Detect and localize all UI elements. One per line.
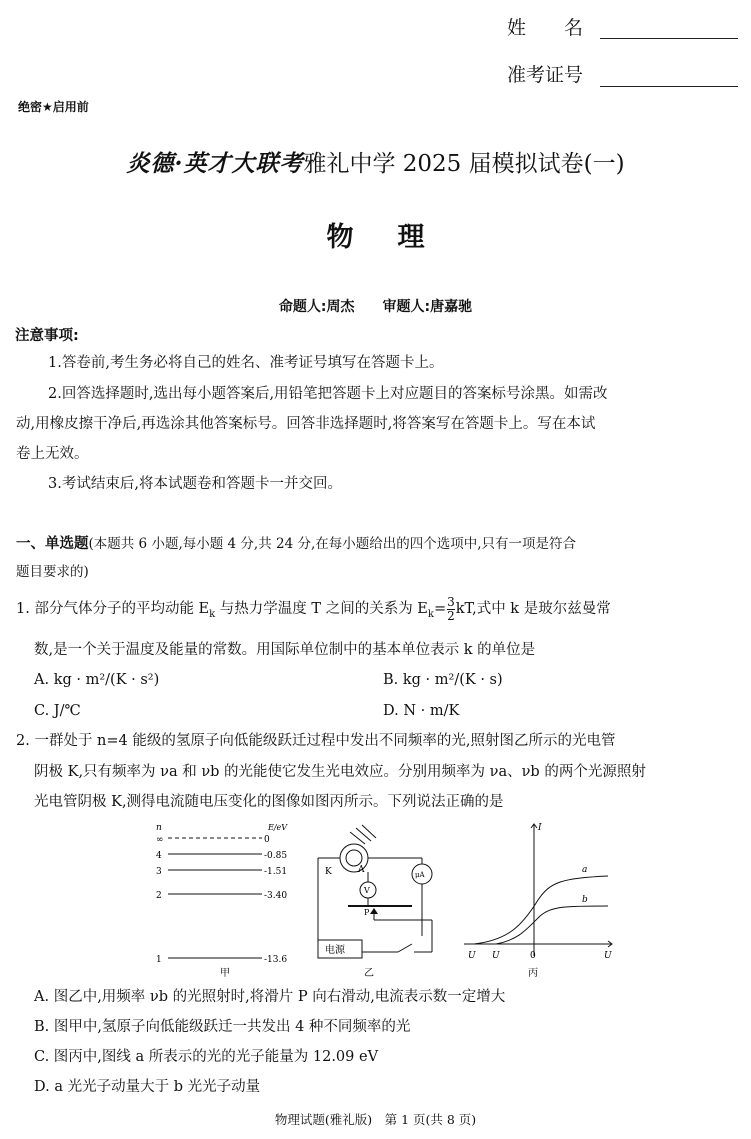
q2-stem-line-1: 2. 一群处于 n=4 能级的氢原子向低能级跃迁过程中发出不同频率的光,照射图乙所示的光电管 [16,733,616,749]
notice-item-2-line-3: 卷上无效。 [16,446,89,462]
energy-level-e: 0 [264,835,270,845]
q2-stem-line-3: 光电管阴极 K,测得电流随电压变化的图像如图丙所示。下列说法正确的是 [34,794,504,810]
caption-yi: 乙 [364,968,374,978]
q1-stem-line-1: 1. 部分气体分子的平均动能 $E_k$ 与热力学温度 T 之间的关系为 $E_k=$ $\frac{3}{2}$ kT,式中 k 是玻尔兹曼常 [16,594,611,623]
photoelectric-circuit [312,816,447,978]
q1-option-d[interactable]: D. N · m/K [383,703,460,719]
energy-level-n: 4 [156,851,162,861]
label-i: I [538,823,542,833]
q2-option-a[interactable]: A. 图乙中,用频率 νb 的光照射时,将滑片 P 向右滑动,电流表示数一定增大 [34,989,506,1005]
q2-option-b[interactable]: B. 图甲中,氢原子向低能级跃迁一共发出 4 种不同频率的光 [34,1019,411,1035]
title-text: 雅礼中学 2025 届模拟试卷(一) [303,151,625,177]
energy-level-n: 3 [156,867,162,877]
name-label: 姓 名 [507,17,584,39]
label-ua: μA [415,871,425,879]
energy-level-n: ∞ [156,835,164,845]
q1-option-a[interactable]: A. kg · m²/(K · s²) [34,672,160,688]
label-uc2: U [492,951,500,961]
curve-a [474,876,608,944]
q1-option-c[interactable]: C. J/℃ [34,703,81,719]
curve-b [496,906,608,944]
notice-item-1: 1.答卷前,考生务必将自己的姓名、准考证号填写在答题卡上。 [48,355,444,371]
light-ray-3 [362,825,376,838]
q1-option-b[interactable]: B. kg · m²/(K · s) [383,672,503,688]
energy-level-n: 1 [156,955,162,965]
notice-item-3: 3.考试结束后,将本试题卷和答题卡一并交回。 [48,476,342,492]
label-power: 电源 [325,945,345,956]
iu-graph [458,816,618,978]
label-a: A [358,865,365,875]
q2-option-d[interactable]: D. a 光光子动量大于 b 光光子动量 [34,1079,261,1095]
slider-p [370,908,378,914]
subject-title: 物理 [326,222,469,253]
label-origin: 0 [530,951,536,961]
authors: 命题人:周杰 审题人:唐嘉驰 [278,299,473,315]
e-header: E/eV [268,823,288,832]
energy-level-diagram [150,816,300,978]
exam-id-blank[interactable] [600,86,738,87]
label-curve-b: b [582,895,588,905]
notice-item-2-line-2: 动,用橡皮擦干净后,再选涂其他答案标号。回答非选择题时,将答案写在答题卡上。写在本试 [16,416,596,432]
label-v: V [364,886,370,895]
label-p: P [364,908,370,917]
energy-level-e: -1.51 [264,867,288,877]
name-blank[interactable] [600,38,738,39]
notice-heading: 注意事项: [15,328,79,344]
section-desc-line-2: 题目要求的) [16,564,89,580]
label-k: K [325,867,332,877]
caption-jia: 甲 [220,968,230,978]
fraction: $\frac{3}{2}$ [447,594,455,623]
caption-bing: 丙 [528,968,538,978]
energy-level-n: 2 [156,891,162,901]
label-uc1: U [468,951,476,961]
label-u: U [604,951,612,961]
q2-stem-line-2: 阴极 K,只有频率为 νa 和 νb 的光能使它发生光电效应。分别用频率为 νa、νb 的两个光源照射 [34,764,646,780]
energy-level-e: -3.40 [264,891,288,901]
q2-option-c[interactable]: C. 图丙中,图线 a 所表示的光的光子能量为 12.09 eV [34,1049,379,1065]
exam-id-label: 准考证号 [507,64,584,86]
secret-mark: 绝密★启用前 [18,100,89,114]
exam-title [0,145,751,178]
energy-level-e: -13.6 [264,955,288,965]
q1-stem-line-2: 数,是一个关于温度及能量的常数。用国际单位制中的基本单位表示 k 的单位是 [34,642,536,658]
brand-name: 炎德·英才大联考 [126,150,304,177]
switch [398,944,412,952]
notice-item-2-line-1: 2.回答选择题时,选出每小题答案后,用铅笔把答题卡上对应题目的答案标号涂黑。如需改 [48,386,608,402]
energy-level-e: -0.85 [264,851,288,861]
section-heading [16,530,576,559]
label-curve-a: a [582,865,588,875]
n-header: n [156,823,162,833]
section-title: 一、单选题 [16,536,89,552]
section-desc: (本题共 6 小题,每小题 4 分,共 24 分,在每小题给出的四个选项中,只有一项是符合 [88,536,577,552]
page-footer: 物理试题(雅礼版) 第 1 页(共 8 页) [274,1112,477,1127]
